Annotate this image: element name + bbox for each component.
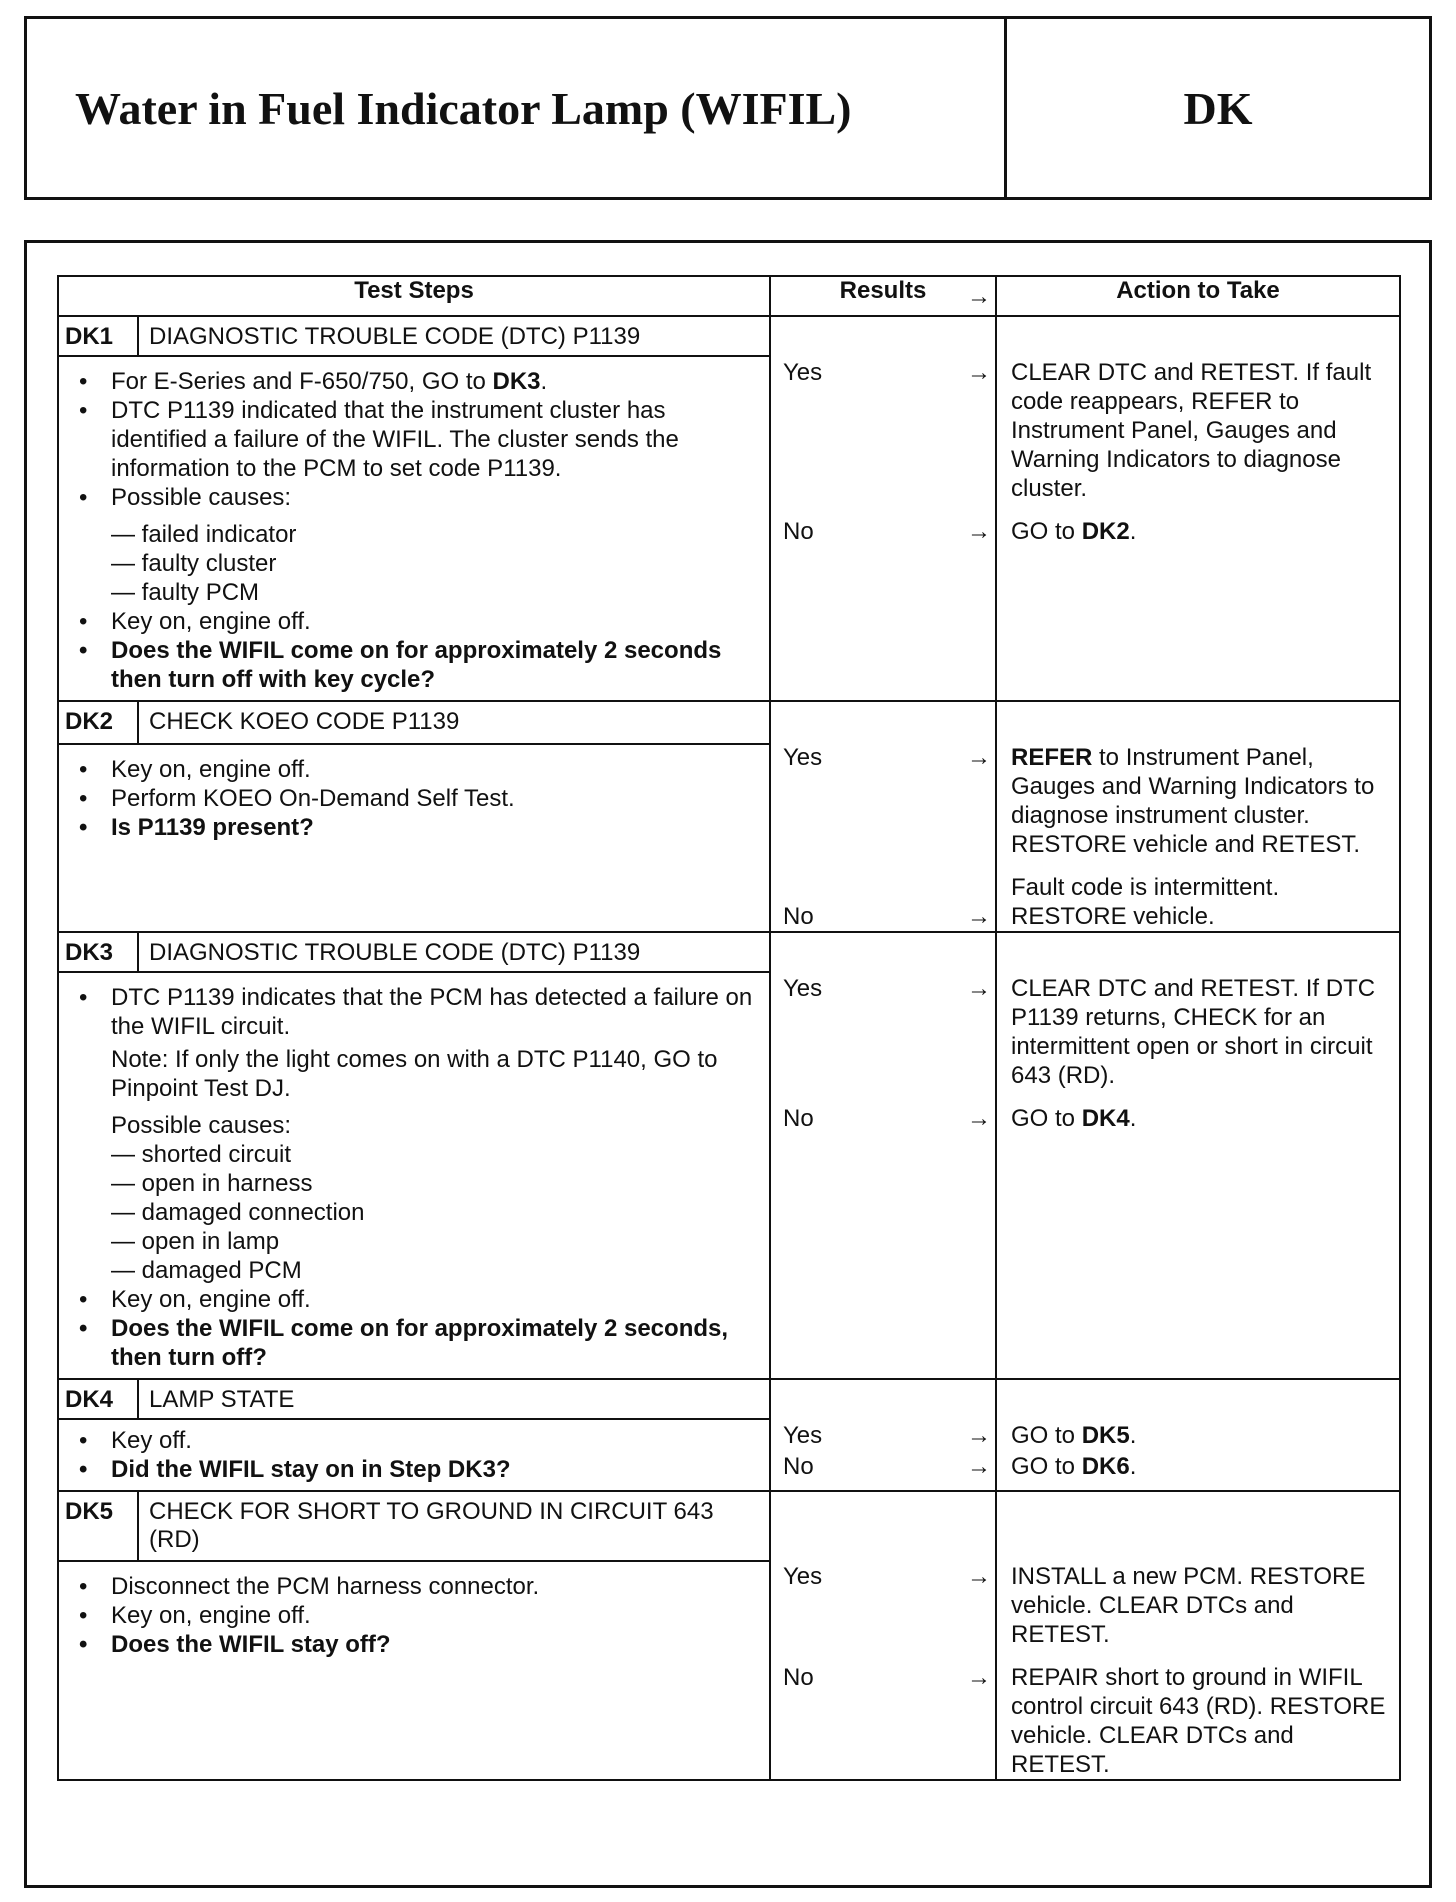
result-no: No — [783, 1105, 814, 1132]
step-title: CHECK FOR SHORT TO GROUND IN CIRCUIT 643 (RD) — [138, 1491, 770, 1561]
arrow-icon: → — [967, 283, 991, 310]
step-id: DK5 — [58, 1491, 138, 1561]
step-body — [58, 744, 770, 932]
step-id: DK4 — [58, 1379, 138, 1419]
cause-item: — damaged PCM — [111, 1257, 302, 1284]
action-yes: REFER to Instrument Panel, Gauges and Warning Indicators to diagnose instrument cluster. RESTORE vehicle and RETEST. — [1011, 744, 1375, 858]
test-steps-table — [57, 275, 1401, 1781]
step-question: • Is P1139 present? — [79, 813, 761, 842]
arrow-icon: → — [967, 975, 991, 1002]
test-steps-panel — [24, 240, 1432, 1888]
cause-item: — failed indicator — [111, 521, 297, 548]
result-no: No — [783, 1664, 814, 1691]
result-no: No — [783, 518, 814, 545]
col-action: Action to Take — [996, 276, 1400, 316]
action-no: GO to DK6. — [1011, 1453, 1137, 1480]
step-question: • Does the WIFIL come on for approximately 2 seconds, then turn off? — [79, 1314, 761, 1372]
step-title-row — [58, 1491, 1400, 1561]
step-title: LAMP STATE — [138, 1379, 770, 1419]
step-body — [58, 1561, 770, 1780]
step-bullet: • Possible causes: — [79, 483, 761, 512]
step-title: DIAGNOSTIC TROUBLE CODE (DTC) P1139 — [138, 932, 770, 972]
result-no: No — [783, 1453, 814, 1480]
action-cell — [996, 1379, 1400, 1491]
step-bullet: • Perform KOEO On-Demand Self Test. — [79, 784, 761, 813]
step-id: DK1 — [58, 316, 138, 356]
step-question: • Does the WIFIL come on for approximately 2 seconds then turn off with key cycle? — [79, 636, 761, 694]
result-yes: Yes — [783, 359, 823, 386]
arrow-icon: → — [967, 1563, 991, 1590]
arrow-icon: → — [967, 903, 991, 930]
arrow-icon: → — [967, 1664, 991, 1691]
step-bullet: • Key on, engine off. — [79, 1285, 761, 1314]
cause-item: — damaged connection — [111, 1199, 365, 1226]
cause-item: — open in lamp — [111, 1228, 280, 1255]
arrow-icon: → — [967, 359, 991, 386]
action-cell — [996, 701, 1400, 932]
col-results: Results → — [770, 276, 996, 316]
step-bullet: • DTC P1139 indicates that the PCM has detected a failure on the WIFIL circuit. — [79, 983, 761, 1041]
cause-item: — shorted circuit — [111, 1141, 292, 1168]
action-yes: CLEAR DTC and RETEST. If fault code reappears, REFER to Instrument Panel, Gauges and Warning Indicators to diagnose cluster. — [1011, 359, 1372, 502]
step-question: • Does the WIFIL stay off? — [79, 1630, 761, 1659]
step-bullet: • Disconnect the PCM harness connector. — [79, 1572, 761, 1601]
step-bullet: • For E-Series and F-650/750, GO to DK3. — [79, 367, 761, 396]
step-body — [58, 356, 770, 701]
action-no: GO to DK2. — [1011, 518, 1137, 545]
step-title-row — [58, 1379, 1400, 1419]
page-title: Water in Fuel Indicator Lamp (WIFIL) — [27, 19, 1007, 197]
step-id: DK2 — [58, 701, 138, 744]
action-cell — [996, 316, 1400, 701]
results-cell — [770, 701, 996, 932]
action-yes: GO to DK5. — [1011, 1422, 1137, 1449]
action-cell — [996, 1491, 1400, 1780]
column-header-row — [58, 276, 1400, 316]
action-cell — [996, 932, 1400, 1379]
result-no: No — [783, 903, 814, 930]
result-yes: Yes — [783, 744, 823, 771]
arrow-icon: → — [967, 1422, 991, 1449]
result-yes: Yes — [783, 975, 823, 1002]
cause-item: — faulty cluster — [111, 550, 277, 577]
step-bullet: • Key on, engine off. — [79, 607, 761, 636]
action-yes: CLEAR DTC and RETEST. If DTC P1139 returns, CHECK for an intermittent open or short in circuit 643 (RD). — [1011, 975, 1376, 1089]
action-no: GO to DK4. — [1011, 1105, 1137, 1132]
cause-item: — open in harness — [111, 1170, 313, 1197]
results-cell — [770, 932, 996, 1379]
results-cell — [770, 1379, 996, 1491]
step-body — [58, 972, 770, 1379]
step-title: DIAGNOSTIC TROUBLE CODE (DTC) P1139 — [138, 316, 770, 356]
arrow-icon: → — [967, 518, 991, 545]
col-test-steps: Test Steps — [58, 276, 770, 316]
step-title: CHECK KOEO CODE P1139 — [138, 701, 770, 744]
page-header — [24, 16, 1432, 200]
action-no: REPAIR short to ground in WIFIL control circuit 643 (RD). RESTORE vehicle. CLEAR DTCs and RETEST. — [1011, 1664, 1386, 1778]
results-cell — [770, 316, 996, 701]
action-yes: INSTALL a new PCM. RESTORE vehicle. CLEAR DTCs and RETEST. — [1011, 1563, 1366, 1648]
arrow-icon: → — [967, 1105, 991, 1132]
result-yes: Yes — [783, 1422, 823, 1449]
causes-label: Possible causes: — [111, 1112, 292, 1139]
action-no: Fault code is intermittent. RESTORE vehicle. — [1011, 874, 1280, 930]
result-yes: Yes — [783, 1563, 823, 1590]
step-note: Note: If only the light comes on with a DTC P1140, GO to Pinpoint Test DJ. — [111, 1046, 718, 1102]
step-id: DK3 — [58, 932, 138, 972]
arrow-icon: → — [967, 744, 991, 771]
step-bullet: • Key on, engine off. — [79, 1601, 761, 1630]
step-title-row — [58, 932, 1400, 972]
arrow-icon: → — [967, 1453, 991, 1480]
step-bullet: • DTC P1139 indicated that the instrument cluster has identified a failure of the WIFIL. The cluster sends the information to the PCM to set code P1139. — [79, 396, 761, 483]
step-title-row — [58, 701, 1400, 744]
cause-item: — faulty PCM — [111, 579, 260, 606]
step-title-row — [58, 316, 1400, 356]
step-bullet: • Key off. — [79, 1426, 761, 1455]
step-bullet: • Key on, engine off. — [79, 755, 761, 784]
step-question: • Did the WIFIL stay on in Step DK3? — [79, 1455, 761, 1484]
section-code: DK — [1183, 82, 1253, 134]
results-cell — [770, 1491, 996, 1780]
step-body — [58, 1419, 770, 1491]
